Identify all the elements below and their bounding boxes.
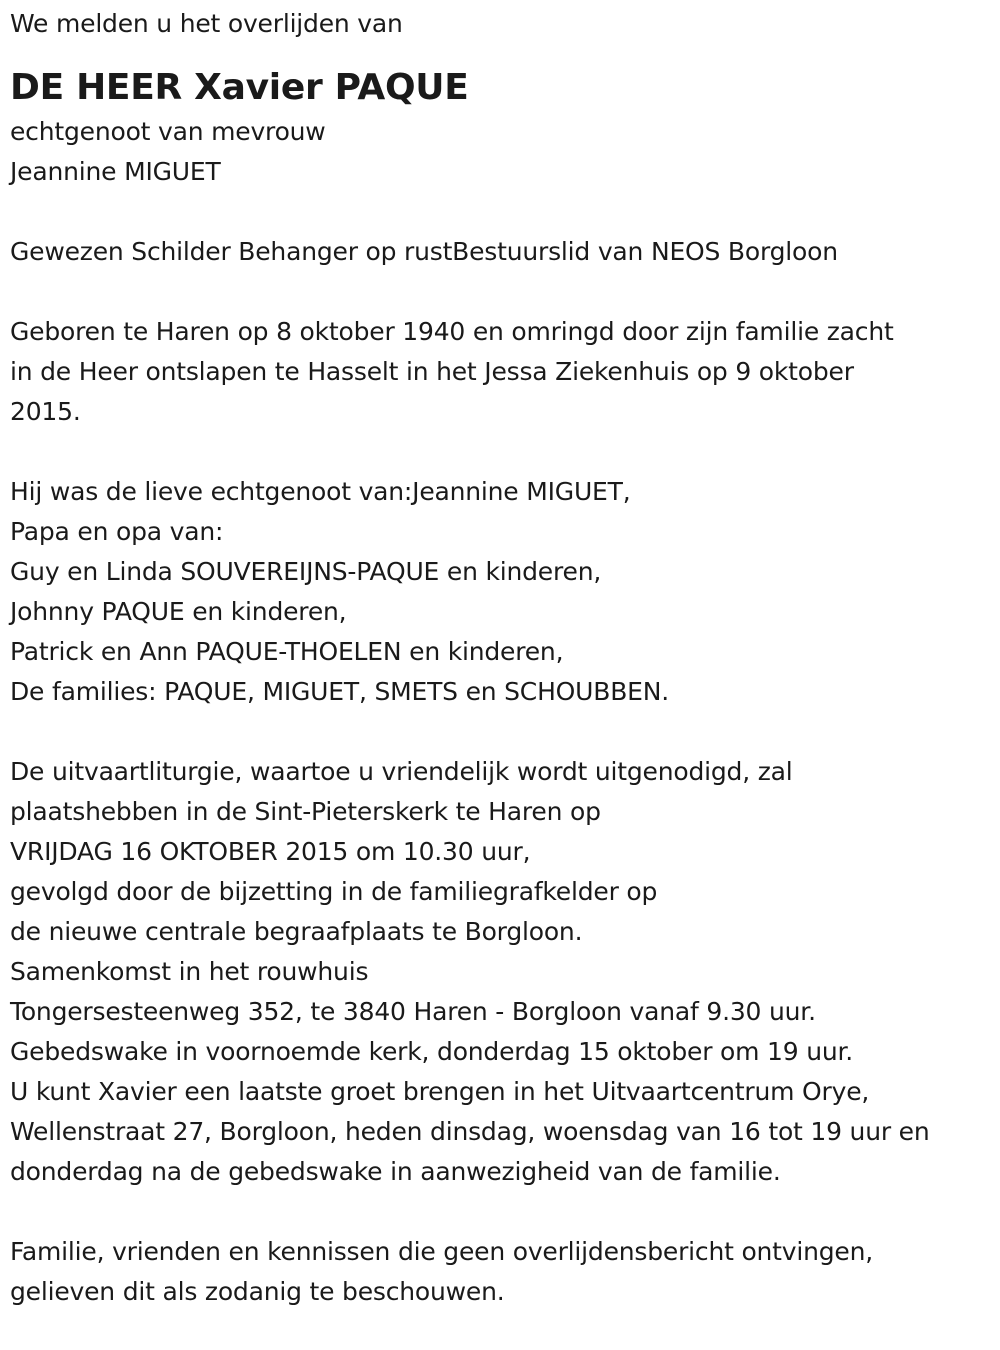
spacer: [10, 192, 990, 232]
spacer: [10, 712, 990, 752]
profession-text: Gewezen Schilder Behanger op rustBestuurslid van NEOS Borgloon: [10, 237, 838, 266]
family-line: Guy en Linda SOUVEREIJNS-PAQUE en kinderen,: [10, 557, 602, 586]
funeral-line: Wellenstraat 27, Borgloon, heden dinsdag, woensdag van 16 tot 19 uur en: [10, 1117, 930, 1146]
spouse-line: echtgenoot van mevrouw: [10, 117, 326, 146]
funeral-line: VRIJDAG 16 OKTOBER 2015 om 10.30 uur,: [10, 837, 531, 866]
intro-text: We melden u het overlijden van: [10, 9, 403, 38]
closing-line: Familie, vrienden en kennissen die geen overlijdensbericht ontvingen,: [10, 1237, 874, 1266]
funeral-line: Samenkomst in het rouwhuis: [10, 957, 369, 986]
family-line: Hij was de lieve echtgenoot van:Jeannine MIGUET,: [10, 477, 631, 506]
spacer: [10, 272, 990, 312]
birth-line: in de Heer ontslapen te Hasselt in het Jessa Ziekenhuis op 9 oktober: [10, 357, 854, 386]
spacer: [10, 432, 990, 472]
family-line: Johnny PAQUE en kinderen,: [10, 597, 347, 626]
spouse-name: Jeannine MIGUET: [10, 157, 221, 186]
deceased-name-heading: DE HEER Xavier PAQUE: [10, 67, 469, 108]
birth-line: 2015.: [10, 397, 81, 426]
birth-line: Geboren te Haren op 8 oktober 1940 en omringd door zijn familie zacht: [10, 317, 894, 346]
funeral-line: gevolgd door de bijzetting in de familiegrafkelder op: [10, 877, 658, 906]
family-line: Papa en opa van:: [10, 517, 224, 546]
funeral-line: U kunt Xavier een laatste groet brengen in het Uitvaartcentrum Orye,: [10, 1077, 870, 1106]
funeral-line: De uitvaartliturgie, waartoe u vriendelijk wordt uitgenodigd, zal: [10, 757, 793, 786]
family-line: Patrick en Ann PAQUE-THOELEN en kinderen,: [10, 637, 564, 666]
funeral-line: donderdag na de gebedswake in aanwezigheid van de familie.: [10, 1157, 781, 1186]
funeral-line: Gebedswake in voornoemde kerk, donderdag 15 oktober om 19 uur.: [10, 1037, 854, 1066]
funeral-line: de nieuwe centrale begraafplaats te Borgloon.: [10, 917, 583, 946]
closing-line: gelieven dit als zodanig te beschouwen.: [10, 1277, 505, 1306]
obituary-notice: [10, 4, 990, 1312]
spacer: [10, 1192, 990, 1232]
funeral-line: Tongersesteenweg 352, te 3840 Haren - Borgloon vanaf 9.30 uur.: [10, 997, 816, 1026]
funeral-line: plaatshebben in de Sint-Pieterskerk te Haren op: [10, 797, 601, 826]
family-line: De families: PAQUE, MIGUET, SMETS en SCHOUBBEN.: [10, 677, 669, 706]
